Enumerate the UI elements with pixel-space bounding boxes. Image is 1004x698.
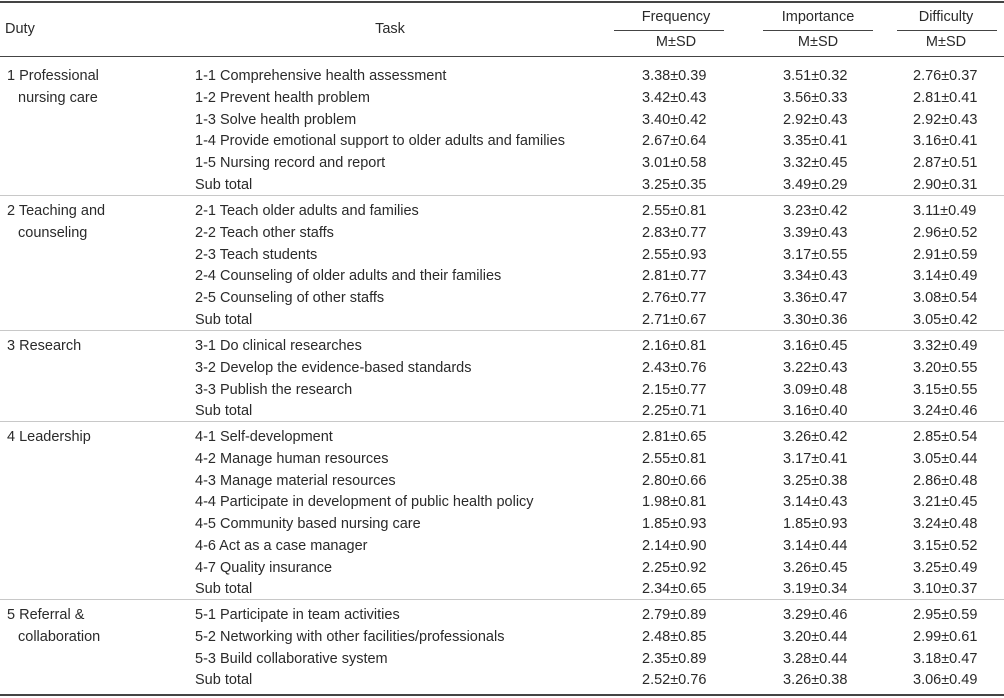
frequency-value: 3.01±0.58: [642, 155, 707, 171]
difficulty-value: 2.87±0.51: [913, 155, 978, 171]
importance-value: 3.32±0.45: [783, 155, 848, 171]
task-label: Sub total: [195, 311, 253, 328]
header-rule: [0, 56, 1004, 57]
task-label: Sub total: [195, 403, 253, 420]
task-label: 1-2 Prevent health problem: [195, 89, 370, 106]
header-difficulty-msd: M±SD: [925, 34, 967, 50]
frequency-value: 3.25±0.35: [642, 176, 707, 193]
task-label: Sub total: [195, 581, 253, 598]
importance-value: 3.56±0.33: [783, 89, 848, 106]
frequency-underline: [614, 30, 724, 31]
frequency-value: 2.48±0.85: [642, 628, 707, 645]
task-label: 4-2 Manage human resources: [195, 450, 389, 467]
importance-underline: [763, 30, 873, 31]
importance-value: 3.16±0.40: [783, 403, 848, 420]
frequency-value: 2.67±0.64: [642, 133, 707, 150]
difficulty-value: 2.95±0.59: [913, 607, 978, 623]
difficulty-value: 2.86±0.48: [913, 472, 978, 489]
frequency-value: 3.38±0.39: [642, 68, 707, 84]
frequency-value: 2.55±0.81: [642, 450, 707, 467]
task-label: 5-2 Networking with other facilities/professionals: [195, 628, 505, 645]
importance-value: 3.28±0.44: [783, 650, 848, 667]
importance-value: 3.34±0.43: [783, 268, 848, 285]
task-label: 2-5 Counseling of other staffs: [195, 290, 385, 306]
difficulty-value: 3.10±0.37: [913, 581, 978, 598]
difficulty-value: 3.18±0.47: [913, 650, 978, 667]
frequency-value: 2.52±0.76: [642, 672, 707, 689]
importance-value: 3.16±0.45: [783, 338, 848, 354]
importance-value: 3.23±0.42: [783, 203, 848, 219]
frequency-value: 2.25±0.71: [642, 403, 707, 420]
task-label: 1-3 Solve health problem: [195, 111, 357, 128]
task-label: 2-3 Teach students: [195, 246, 318, 263]
duty-label: 2 Teaching and: [7, 203, 106, 219]
difficulty-value: 3.25±0.49: [913, 559, 978, 576]
header-duty: Duty: [5, 21, 35, 37]
importance-value: 3.29±0.46: [783, 607, 848, 623]
header-task: Task: [375, 21, 405, 37]
frequency-value: 2.76±0.77: [642, 290, 707, 306]
task-label: 3-1 Do clinical researches: [195, 338, 362, 354]
importance-value: 3.26±0.42: [783, 429, 848, 445]
difficulty-value: 3.15±0.52: [913, 537, 978, 554]
importance-value: 3.22±0.43: [783, 359, 848, 376]
task-label: 5-3 Build collaborative system: [195, 650, 388, 667]
importance-value: 1.85±0.93: [783, 516, 848, 532]
importance-value: 3.19±0.34: [783, 581, 848, 598]
difficulty-value: 3.05±0.44: [913, 450, 978, 467]
importance-value: 3.14±0.44: [783, 537, 848, 554]
task-label: 4-7 Quality insurance: [195, 559, 333, 576]
task-label: 1-5 Nursing record and report: [195, 155, 386, 171]
difficulty-value: 3.11±0.49: [913, 203, 977, 219]
difficulty-value: 3.20±0.55: [913, 359, 978, 376]
difficulty-value: 3.32±0.49: [913, 338, 978, 354]
task-label: 3-3 Publish the research: [195, 381, 353, 398]
header-frequency-msd: M±SD: [655, 34, 697, 50]
group-separator: [0, 599, 1004, 600]
task-label: 2-1 Teach older adults and families: [195, 203, 419, 219]
frequency-value: 2.55±0.81: [642, 203, 707, 219]
frequency-value: 2.14±0.90: [642, 537, 707, 554]
duty-label-cont: nursing care: [18, 89, 98, 106]
duty-label-cont: collaboration: [18, 628, 101, 645]
task-label: 4-3 Manage material resources: [195, 472, 396, 489]
frequency-value: 2.34±0.65: [642, 581, 707, 598]
difficulty-value: 2.96±0.52: [913, 224, 978, 241]
difficulty-value: 2.81±0.41: [913, 89, 978, 106]
frequency-value: 2.83±0.77: [642, 224, 707, 241]
difficulty-value: 3.24±0.48: [913, 516, 978, 532]
frequency-value: 2.79±0.89: [642, 607, 707, 623]
task-label: 1-1 Comprehensive health assessment: [195, 68, 447, 84]
frequency-value: 2.16±0.81: [642, 338, 707, 354]
task-label: 2-4 Counseling of older adults and their families: [195, 268, 502, 285]
difficulty-value: 3.21±0.45: [913, 494, 978, 511]
difficulty-value: 2.99±0.61: [913, 628, 978, 645]
top-rule: [0, 1, 1004, 3]
group-separator: [0, 421, 1004, 422]
importance-value: 3.09±0.48: [783, 381, 848, 398]
frequency-value: 2.43±0.76: [642, 359, 707, 376]
frequency-value: 2.81±0.65: [642, 429, 707, 445]
task-label: Sub total: [195, 672, 253, 689]
bottom-rule: [0, 694, 1004, 696]
importance-value: 3.35±0.41: [783, 133, 848, 150]
task-label: 4-1 Self-development: [195, 429, 333, 445]
group-separator: [0, 330, 1004, 331]
difficulty-value: 2.91±0.59: [913, 246, 978, 263]
task-label: 5-1 Participate in team activities: [195, 607, 400, 623]
difficulty-value: 3.14±0.49: [913, 268, 978, 285]
difficulty-value: 2.92±0.43: [913, 111, 978, 128]
header-importance: Importance: [781, 9, 855, 25]
header-difficulty: Difficulty: [918, 9, 974, 25]
frequency-value: 2.25±0.92: [642, 559, 707, 576]
task-label: 4-4 Participate in development of public health policy: [195, 494, 534, 511]
header-importance-msd: M±SD: [797, 34, 839, 50]
frequency-value: 1.85±0.93: [642, 516, 707, 532]
difficulty-value: 2.90±0.31: [913, 176, 978, 193]
duty-label-cont: counseling: [18, 224, 88, 241]
importance-value: 3.17±0.55: [783, 246, 848, 263]
task-label: 4-5 Community based nursing care: [195, 516, 421, 532]
header-frequency: Frequency: [641, 9, 711, 25]
difficulty-value: 3.16±0.41: [913, 133, 978, 150]
difficulty-value: 2.76±0.37: [913, 68, 978, 84]
duty-label: 4 Leadership: [7, 429, 91, 445]
duty-label: 5 Referral &: [7, 607, 85, 623]
difficulty-underline: [897, 30, 997, 31]
importance-value: 3.39±0.43: [783, 224, 848, 241]
task-label: 3-2 Develop the evidence-based standards: [195, 359, 472, 376]
importance-value: 2.92±0.43: [783, 111, 848, 128]
importance-value: 3.26±0.38: [783, 672, 848, 689]
frequency-value: 2.81±0.77: [642, 268, 707, 285]
frequency-value: 2.80±0.66: [642, 472, 707, 489]
difficulty-value: 3.08±0.54: [913, 290, 978, 306]
group-separator: [0, 195, 1004, 196]
importance-value: 3.36±0.47: [783, 290, 848, 306]
task-label: 4-6 Act as a case manager: [195, 537, 368, 554]
importance-value: 3.49±0.29: [783, 176, 848, 193]
difficulty-value: 3.05±0.42: [913, 311, 978, 328]
importance-value: 3.20±0.44: [783, 628, 848, 645]
importance-value: 3.51±0.32: [783, 68, 848, 84]
task-label: Sub total: [195, 176, 253, 193]
task-label: 1-4 Provide emotional support to older adults and families: [195, 133, 565, 150]
duty-label: 3 Research: [7, 338, 82, 354]
frequency-value: 2.15±0.77: [642, 381, 707, 398]
frequency-value: 2.55±0.93: [642, 246, 707, 263]
importance-value: 3.17±0.41: [783, 450, 848, 467]
difficulty-value: 3.06±0.49: [913, 672, 978, 689]
frequency-value: 3.42±0.43: [642, 89, 707, 106]
difficulty-value: 3.15±0.55: [913, 381, 978, 398]
frequency-value: 2.35±0.89: [642, 650, 707, 667]
importance-value: 3.14±0.43: [783, 494, 848, 511]
duty-label: 1 Professional: [7, 68, 99, 84]
importance-value: 3.30±0.36: [783, 311, 848, 328]
frequency-value: 3.40±0.42: [642, 111, 707, 128]
task-label: 2-2 Teach other staffs: [195, 224, 334, 241]
importance-value: 3.25±0.38: [783, 472, 848, 489]
frequency-value: 2.71±0.67: [642, 311, 707, 328]
importance-value: 3.26±0.45: [783, 559, 848, 576]
difficulty-value: 2.85±0.54: [913, 429, 978, 445]
difficulty-value: 3.24±0.46: [913, 403, 978, 420]
frequency-value: 1.98±0.81: [642, 494, 707, 511]
